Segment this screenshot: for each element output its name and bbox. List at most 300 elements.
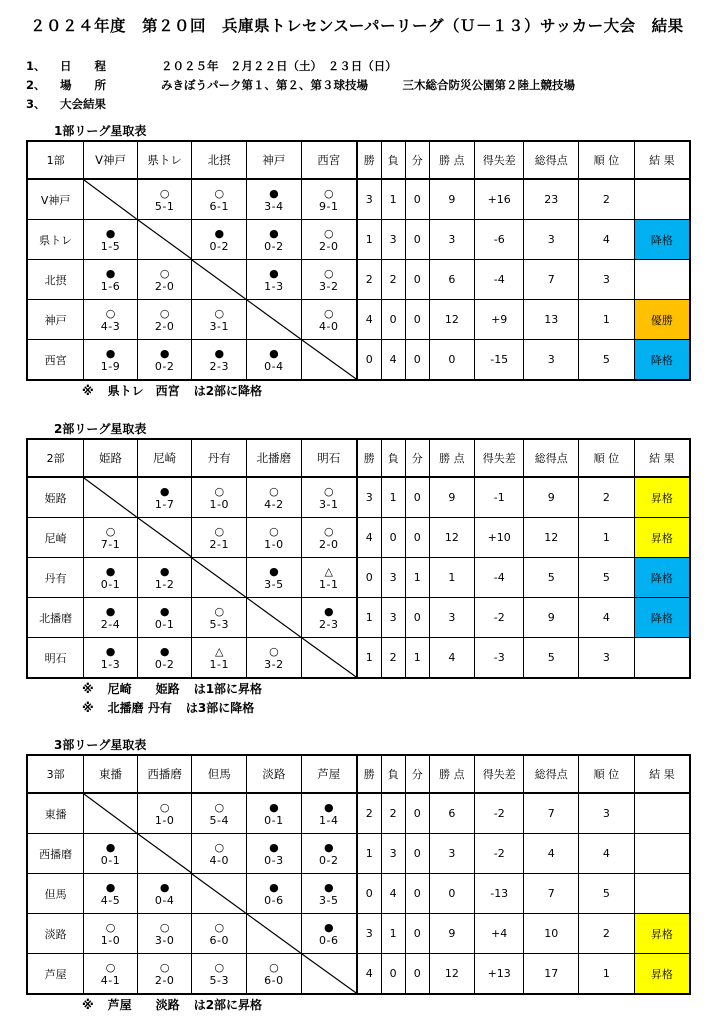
column-header: 分	[405, 439, 429, 477]
column-header: 結 果	[634, 755, 690, 793]
match-score: 3-0	[154, 933, 175, 947]
note-part: 尼崎 姫路	[107, 682, 180, 696]
note-part: は2部に降格	[193, 384, 263, 398]
match-cell	[247, 558, 302, 598]
stat-wins: 0	[357, 558, 381, 598]
page-title: ２０２４年度 第２０回 兵庫県トレセンスーパーリーグ（Ｕ－１３）サッカー大会 結果	[30, 17, 684, 35]
result-mark: ●	[269, 226, 279, 240]
stat-goal-diff: +9	[475, 300, 524, 340]
stat-wins: 2	[357, 260, 381, 300]
stat-rank: 4	[579, 220, 635, 260]
stat-wins: 0	[357, 874, 381, 914]
table-row	[27, 518, 690, 558]
stat-points: 0	[429, 340, 474, 381]
result-mark: ○	[214, 604, 225, 618]
stat-losses: 2	[381, 793, 405, 834]
stat-result	[634, 793, 690, 834]
result-mark: ●	[214, 226, 225, 240]
result-mark: △	[215, 644, 224, 658]
result-mark: ○	[214, 960, 225, 974]
result-mark: ●	[323, 840, 334, 854]
stat-wins: 3	[357, 179, 381, 220]
result-mark: ○	[323, 306, 334, 320]
stat-losses: 1	[381, 477, 405, 518]
match-score: 3-5	[319, 893, 339, 907]
result-mark: ○	[214, 524, 225, 538]
stat-losses: 0	[381, 518, 405, 558]
stat-draws: 1	[405, 638, 429, 679]
stat-goal-diff: +16	[475, 179, 524, 220]
match-cell	[192, 220, 247, 260]
stat-points: 1	[429, 558, 474, 598]
stat-total-goals: 5	[524, 638, 579, 679]
column-header: 得失差	[475, 141, 524, 179]
stat-result	[634, 874, 690, 914]
result-mark: ○	[159, 800, 170, 814]
result-mark: ○	[323, 266, 334, 280]
team-name: 芦屋	[27, 954, 84, 995]
team-name: 西宮	[27, 340, 84, 381]
match-cell	[137, 179, 192, 220]
result-mark: ●	[105, 266, 116, 280]
match-score: 0-2	[264, 239, 284, 253]
team-header: 姫路	[84, 439, 138, 477]
match-score: 1-6	[100, 279, 121, 293]
table-row	[27, 300, 690, 340]
match-cell	[192, 300, 247, 340]
result-mark: ○	[323, 524, 334, 538]
stat-total-goals: 23	[524, 179, 579, 220]
match-cell	[301, 518, 357, 558]
league-title: 3部リーグ星取表	[54, 738, 147, 752]
stat-losses: 0	[381, 954, 405, 995]
note-part: ※	[82, 701, 94, 715]
league-title: 2部リーグ星取表	[54, 422, 147, 436]
stat-losses: 1	[381, 914, 405, 954]
stat-points: 0	[429, 874, 474, 914]
match-cell	[137, 874, 192, 914]
match-cell	[192, 518, 247, 558]
match-cell	[84, 518, 138, 558]
column-header: 総得点	[524, 755, 579, 793]
match-cell	[301, 874, 357, 914]
stat-rank: 4	[579, 834, 635, 874]
result-mark: ●	[159, 880, 170, 894]
stat-points: 4	[429, 638, 474, 679]
stat-total-goals: 3	[524, 220, 579, 260]
result-mark: ○	[269, 644, 279, 658]
stat-wins: 4	[357, 300, 381, 340]
stat-total-goals: 13	[524, 300, 579, 340]
stat-losses: 3	[381, 220, 405, 260]
header-row	[27, 141, 690, 179]
result-mark: ○	[159, 266, 170, 280]
match-score: 1-3	[264, 279, 284, 293]
result-mark: ●	[214, 346, 225, 360]
diagonal-line	[247, 598, 301, 637]
match-score: 2-0	[154, 279, 175, 293]
match-score: 0-1	[100, 577, 121, 591]
column-header: 得失差	[475, 755, 524, 793]
result-mark: ●	[269, 800, 279, 814]
diagonal-line	[247, 914, 301, 953]
table-row	[27, 834, 690, 874]
match-cell	[192, 914, 247, 954]
result-mark: ●	[269, 564, 279, 578]
stat-goal-diff: -3	[475, 638, 524, 679]
result-mark: ●	[105, 226, 116, 240]
diagonal-cell	[301, 340, 357, 381]
diagonal-line	[138, 834, 192, 873]
diagonal-line	[302, 954, 356, 993]
match-score: 2-0	[319, 537, 339, 551]
stat-losses: 4	[381, 340, 405, 381]
match-cell	[137, 340, 192, 381]
match-score: 3-4	[264, 199, 284, 213]
stat-points: 9	[429, 914, 474, 954]
stat-wins: 3	[357, 914, 381, 954]
column-header: 結 果	[634, 141, 690, 179]
result-mark: △	[324, 564, 334, 578]
match-score: 0-2	[319, 853, 339, 867]
match-score: 0-1	[154, 617, 175, 631]
team-name: 西播磨	[27, 834, 84, 874]
match-cell	[301, 598, 357, 638]
team-header: 丹有	[192, 439, 247, 477]
column-header: 勝	[357, 439, 381, 477]
team-header: 県トレ	[137, 141, 192, 179]
match-score: 1-7	[154, 497, 175, 511]
team-name: 尼崎	[27, 518, 84, 558]
stat-draws: 0	[405, 220, 429, 260]
table-row	[27, 179, 690, 220]
stat-points: 6	[429, 260, 474, 300]
result-mark: ●	[105, 346, 116, 360]
match-cell	[192, 834, 247, 874]
note-part: 県トレ 西宮	[107, 384, 180, 398]
result-mark: ●	[105, 604, 116, 618]
diagonal-line	[192, 558, 246, 597]
match-cell	[192, 340, 247, 381]
diagonal-line	[84, 794, 137, 833]
diagonal-cell	[301, 638, 357, 679]
match-cell	[137, 260, 192, 300]
diagonal-cell	[247, 914, 302, 954]
stat-goal-diff: -1	[475, 477, 524, 518]
stat-losses: 3	[381, 558, 405, 598]
match-cell	[137, 793, 192, 834]
stat-result: 降格	[634, 598, 690, 638]
team-header: 芦屋	[301, 755, 357, 793]
match-score: 0-4	[264, 359, 284, 373]
team-name: V神戸	[27, 179, 84, 220]
note-part: 芦屋 淡路	[107, 998, 180, 1012]
match-score: 2-4	[100, 617, 121, 631]
match-cell	[247, 874, 302, 914]
stat-wins: 1	[357, 834, 381, 874]
stat-rank: 4	[579, 598, 635, 638]
column-header: 勝 点	[429, 755, 474, 793]
match-cell	[84, 834, 138, 874]
team-name: 丹有	[27, 558, 84, 598]
result-mark: ○	[269, 524, 279, 538]
team-name: 但馬	[27, 874, 84, 914]
stat-wins: 4	[357, 518, 381, 558]
match-score: 2-3	[319, 617, 339, 631]
result-mark: ○	[214, 484, 225, 498]
stat-draws: 0	[405, 874, 429, 914]
diagonal-line	[192, 260, 246, 299]
match-cell	[247, 260, 302, 300]
match-score: 2-0	[154, 319, 175, 333]
result-mark: ○	[323, 186, 334, 200]
team-name: 淡路	[27, 914, 84, 954]
stat-total-goals: 17	[524, 954, 579, 995]
match-cell	[84, 260, 138, 300]
league-title: 1部リーグ星取表	[54, 124, 147, 138]
column-header: 勝	[357, 141, 381, 179]
result-mark: ○	[105, 524, 116, 538]
match-score: 6-1	[209, 199, 229, 213]
match-cell	[137, 638, 192, 679]
stat-wins: 3	[357, 477, 381, 518]
match-cell	[247, 477, 302, 518]
match-score: 9-1	[319, 199, 339, 213]
note-part: ※	[82, 998, 94, 1012]
result-mark: ●	[323, 920, 334, 934]
result-mark: ○	[159, 186, 170, 200]
match-cell	[301, 914, 357, 954]
stat-total-goals: 12	[524, 518, 579, 558]
stat-draws: 0	[405, 477, 429, 518]
match-score: 3-1	[319, 497, 339, 511]
league-table	[26, 754, 691, 995]
match-cell	[84, 598, 138, 638]
table-row	[27, 638, 690, 679]
column-header: 結 果	[634, 439, 690, 477]
match-cell	[137, 598, 192, 638]
diagonal-cell	[192, 558, 247, 598]
column-header: 順 位	[579, 755, 635, 793]
stat-rank: 2	[579, 179, 635, 220]
match-cell	[137, 954, 192, 995]
header-row	[27, 755, 690, 793]
stat-losses: 0	[381, 300, 405, 340]
league-table	[26, 140, 691, 381]
match-cell	[192, 954, 247, 995]
match-cell	[137, 477, 192, 518]
table-row	[27, 793, 690, 834]
note-part: ※	[82, 384, 94, 398]
stat-result	[634, 834, 690, 874]
match-cell	[247, 220, 302, 260]
match-score: 1-3	[100, 657, 121, 671]
stat-total-goals: 5	[524, 558, 579, 598]
match-cell	[301, 793, 357, 834]
team-header: 東播	[84, 755, 138, 793]
header-row	[27, 439, 690, 477]
result-mark: ●	[269, 266, 279, 280]
match-score: 6-0	[209, 933, 229, 947]
diagonal-cell	[137, 518, 192, 558]
match-cell	[192, 638, 247, 679]
match-cell	[84, 340, 138, 381]
result-mark: ○	[269, 484, 279, 498]
stat-draws: 0	[405, 260, 429, 300]
result-mark: ●	[159, 484, 170, 498]
match-score: 0-2	[209, 239, 229, 253]
stat-result	[634, 638, 690, 679]
team-name: 北播磨	[27, 598, 84, 638]
stat-goal-diff: -2	[475, 834, 524, 874]
column-header: 勝 点	[429, 439, 474, 477]
table-row	[27, 340, 690, 381]
diagonal-line	[84, 180, 137, 219]
match-cell	[192, 793, 247, 834]
result-mark: ●	[269, 346, 279, 360]
match-cell	[84, 300, 138, 340]
match-cell	[301, 179, 357, 220]
stat-points: 6	[429, 793, 474, 834]
stat-result: 降格	[634, 340, 690, 381]
diagonal-cell	[247, 598, 302, 638]
stat-goal-diff: -6	[475, 220, 524, 260]
league-note	[82, 680, 276, 697]
column-header: 負	[381, 439, 405, 477]
stat-rank: 5	[579, 558, 635, 598]
stat-points: 12	[429, 300, 474, 340]
match-score: 3-1	[209, 319, 229, 333]
stat-result: 優勝	[634, 300, 690, 340]
stat-total-goals: 7	[524, 260, 579, 300]
match-cell	[192, 477, 247, 518]
stat-wins: 0	[357, 340, 381, 381]
stat-draws: 0	[405, 518, 429, 558]
result-mark: ●	[105, 564, 116, 578]
column-header: 勝	[357, 755, 381, 793]
match-score: 3-2	[319, 279, 339, 293]
table-row	[27, 914, 690, 954]
stat-goal-diff: +4	[475, 914, 524, 954]
league-note	[82, 699, 268, 716]
match-cell	[247, 834, 302, 874]
result-mark: ○	[214, 800, 225, 814]
match-score: 1-0	[100, 933, 121, 947]
match-score: 3-2	[264, 657, 284, 671]
match-score: 3-5	[264, 577, 284, 591]
stat-total-goals: 10	[524, 914, 579, 954]
stat-wins: 2	[357, 793, 381, 834]
match-cell	[301, 834, 357, 874]
diagonal-cell	[192, 260, 247, 300]
corner-cell: 1部	[27, 141, 84, 179]
stat-rank: 2	[579, 477, 635, 518]
match-cell	[301, 477, 357, 518]
result-mark: ●	[105, 644, 116, 658]
result-mark: ○	[159, 306, 170, 320]
stat-points: 3	[429, 598, 474, 638]
match-cell	[84, 954, 138, 995]
stat-total-goals: 3	[524, 340, 579, 381]
stat-result: 昇格	[634, 477, 690, 518]
match-score: 0-2	[154, 657, 175, 671]
diagonal-cell	[84, 477, 138, 518]
stat-rank: 3	[579, 638, 635, 679]
diagonal-line	[302, 340, 356, 379]
stat-points: 12	[429, 518, 474, 558]
stat-draws: 1	[405, 558, 429, 598]
result-mark: ○	[214, 920, 225, 934]
note-part: は1部に昇格	[193, 682, 263, 696]
match-score: 1-1	[209, 657, 229, 671]
match-score: 6-0	[264, 973, 284, 987]
stat-losses: 4	[381, 874, 405, 914]
table-row	[27, 477, 690, 518]
result-mark: ○	[214, 306, 225, 320]
stat-draws: 0	[405, 179, 429, 220]
stat-losses: 3	[381, 598, 405, 638]
team-name: 東播	[27, 793, 84, 834]
match-score: 4-5	[100, 893, 121, 907]
match-score: 1-0	[209, 497, 229, 511]
stat-losses: 2	[381, 260, 405, 300]
column-header: 分	[405, 755, 429, 793]
diagonal-cell	[192, 874, 247, 914]
team-header: 西播磨	[137, 755, 192, 793]
stat-points: 3	[429, 220, 474, 260]
table-row	[27, 598, 690, 638]
column-header: 負	[381, 141, 405, 179]
stat-result: 昇格	[634, 914, 690, 954]
stat-goal-diff: -15	[475, 340, 524, 381]
stat-goal-diff: -2	[475, 598, 524, 638]
stat-rank: 5	[579, 340, 635, 381]
stat-draws: 0	[405, 834, 429, 874]
match-score: 0-2	[154, 359, 175, 373]
table-row	[27, 954, 690, 995]
stat-goal-diff: -4	[475, 558, 524, 598]
diagonal-line	[192, 874, 246, 913]
stat-draws: 0	[405, 340, 429, 381]
stat-total-goals: 7	[524, 793, 579, 834]
match-score: 1-4	[319, 813, 339, 827]
match-score: 4-1	[100, 973, 121, 987]
match-score: 1-1	[319, 577, 339, 591]
match-score: 2-0	[154, 973, 175, 987]
column-header: 総得点	[524, 141, 579, 179]
league-table	[26, 438, 691, 679]
team-name: 北摂	[27, 260, 84, 300]
match-score: 4-2	[264, 497, 284, 511]
match-cell	[192, 179, 247, 220]
result-mark: ●	[159, 604, 170, 618]
match-cell	[84, 558, 138, 598]
match-cell	[137, 300, 192, 340]
stat-draws: 0	[405, 793, 429, 834]
match-cell	[301, 260, 357, 300]
diagonal-line	[302, 638, 356, 677]
note-part: は2部に昇格	[193, 998, 263, 1012]
match-score: 0-1	[100, 853, 121, 867]
result-mark: ○	[269, 960, 279, 974]
table-row	[27, 220, 690, 260]
stat-losses: 1	[381, 179, 405, 220]
stat-points: 9	[429, 179, 474, 220]
match-score: 4-0	[319, 319, 339, 333]
match-cell	[137, 558, 192, 598]
match-score: 5-3	[209, 973, 229, 987]
match-score: 1-0	[154, 813, 175, 827]
